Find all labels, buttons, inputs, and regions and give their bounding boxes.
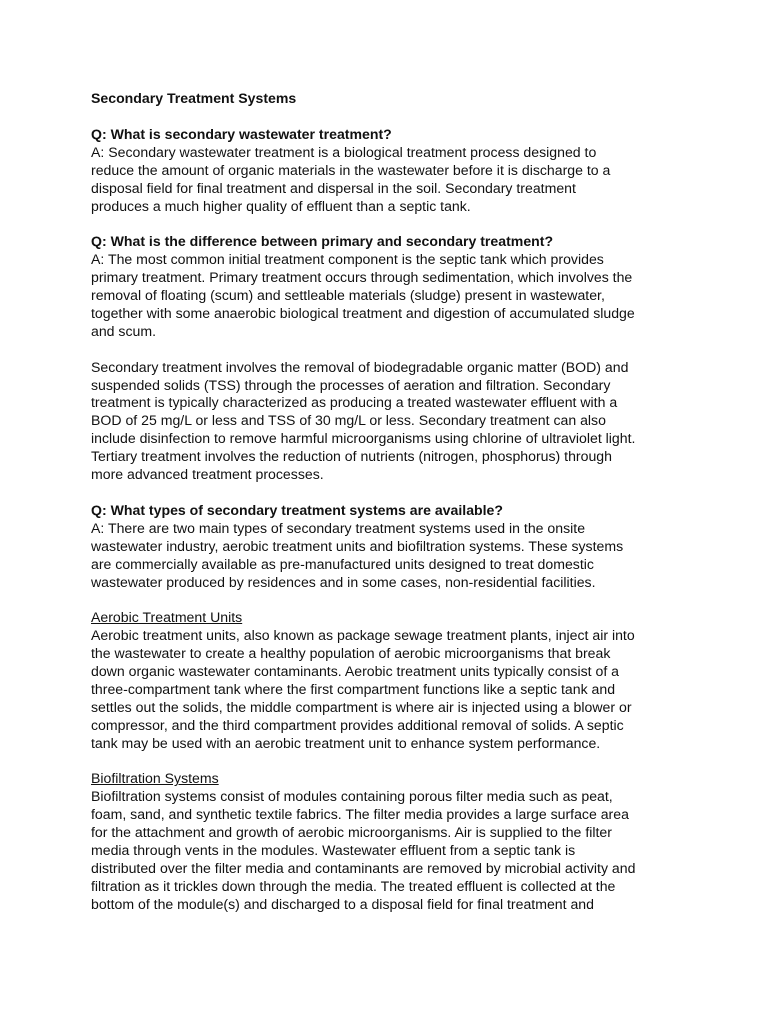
- biofiltration-line: foam, sand, and synthetic textile fabrics. The filter media provides a large surface area: [91, 806, 629, 823]
- answer-2-line: primary treatment. Primary treatment occurs through sedimentation, which involves the: [91, 269, 633, 286]
- answer-1-line: produces a much higher quality of effluent than a septic tank.: [91, 197, 471, 214]
- spacer: [91, 484, 678, 502]
- aerobic-line: the wastewater to create a healthy population of aerobic microorganisms that break: [91, 645, 611, 662]
- biofiltration-line: distributed over the filter media and contaminants are removed by microbial activity and: [91, 859, 636, 876]
- aerobic-line: compressor, and the third compartment provides additional removal of solids. A septic: [91, 716, 624, 733]
- question-2: Q: What is the difference between primary and secondary treatment?: [91, 233, 554, 250]
- answer-1: [91, 144, 678, 216]
- biofiltration-heading: Biofiltration Systems: [91, 770, 219, 787]
- aerobic-line: tank may be used with an aerobic treatment unit to enhance system performance.: [91, 734, 601, 751]
- answer-2-p2-line: more advanced treatment processes.: [91, 466, 324, 483]
- answer-3-line: are commercially available as pre-manufactured units designed to treat domestic: [91, 555, 594, 572]
- document-title: Secondary Treatment Systems: [91, 90, 297, 106]
- answer-3: [91, 520, 678, 592]
- biofiltration-paragraph: [91, 788, 678, 913]
- answer-2-line: removal of floating (scum) and settleable materials (sludge) present in wastewater,: [91, 287, 605, 304]
- answer-2: [91, 251, 678, 341]
- answer-2-p2-line: suspended solids (TSS) through the processes of aeration and filtration. Secondary: [91, 376, 611, 393]
- spacer: [91, 753, 678, 771]
- spacer: [91, 215, 678, 233]
- spacer: [91, 108, 678, 126]
- aerobic-paragraph: [91, 627, 678, 752]
- answer-2-p2-line: BOD of 25 mg/L or less and TSS of 30 mg/L or less. Secondary treatment can also: [91, 412, 606, 429]
- biofiltration-line: for the attachment and growth of aerobic microorganisms. Air is supplied to the filter: [91, 824, 612, 841]
- biofiltration-line: Biofiltration systems consist of modules containing porous filter media such as peat,: [91, 788, 613, 805]
- answer-1-line: disposal field for final treatment and dispersal in the soil. Secondary treatment: [91, 179, 576, 196]
- answer-1-line: A: Secondary wastewater treatment is a biological treatment process designed to: [91, 143, 597, 160]
- biofiltration-line: bottom of the module(s) and discharged to a disposal field for final treatment and: [91, 895, 594, 912]
- answer-3-line: wastewater produced by residences and in some cases, non-residential facilities.: [91, 573, 596, 590]
- aerobic-line: settles out the solids, the middle compartment is where air is injected using a blower or: [91, 698, 632, 715]
- answer-2-line: and scum.: [91, 322, 157, 339]
- answer-2-paragraph-2: [91, 359, 678, 484]
- answer-2-p2-line: Tertiary treatment involves the reduction of nutrients (nitrogen, phosphorus) through: [91, 448, 612, 465]
- answer-3-line: wastewater industry, aerobic treatment units and biofiltration systems. These systems: [91, 537, 624, 554]
- answer-2-line: A: The most common initial treatment component is the septic tank which provides: [91, 251, 604, 268]
- answer-3-line: A: There are two main types of secondary treatment systems used in the onsite: [91, 519, 586, 536]
- aerobic-line: Aerobic treatment units, also known as package sewage treatment plants, inject air into: [91, 627, 635, 644]
- answer-2-p2-line: include disinfection to remove harmful microorganisms using chlorine of ultraviolet light.: [91, 430, 636, 447]
- spacer: [91, 591, 678, 609]
- answer-2-line: together with some anaerobic biological treatment and digestion of accumulated sludge: [91, 304, 635, 321]
- biofiltration-line: media through vents in the modules. Wastewater effluent from a septic tank is: [91, 842, 576, 859]
- aerobic-line: down organic wastewater contaminants. Aerobic treatment units typically consist of a: [91, 663, 619, 680]
- question-3: Q: What types of secondary treatment systems are available?: [91, 501, 504, 518]
- question-1: Q: What is secondary wastewater treatment?: [91, 125, 392, 142]
- spacer: [91, 341, 678, 359]
- answer-2-p2-line: treatment is typically characterized as producing a treated wastewater effluent with a: [91, 394, 618, 411]
- biofiltration-line: filtration as it trickles down through the media. The treated effluent is collected at the: [91, 877, 616, 894]
- aerobic-line: three-compartment tank where the first compartment functions like a septic tank and: [91, 680, 616, 697]
- answer-2-p2-line: Secondary treatment involves the removal of biodegradable organic matter (BOD) and: [91, 358, 629, 375]
- aerobic-heading: Aerobic Treatment Units: [91, 609, 243, 626]
- answer-1-line: reduce the amount of organic materials in the wastewater before it is discharge to a: [91, 161, 611, 178]
